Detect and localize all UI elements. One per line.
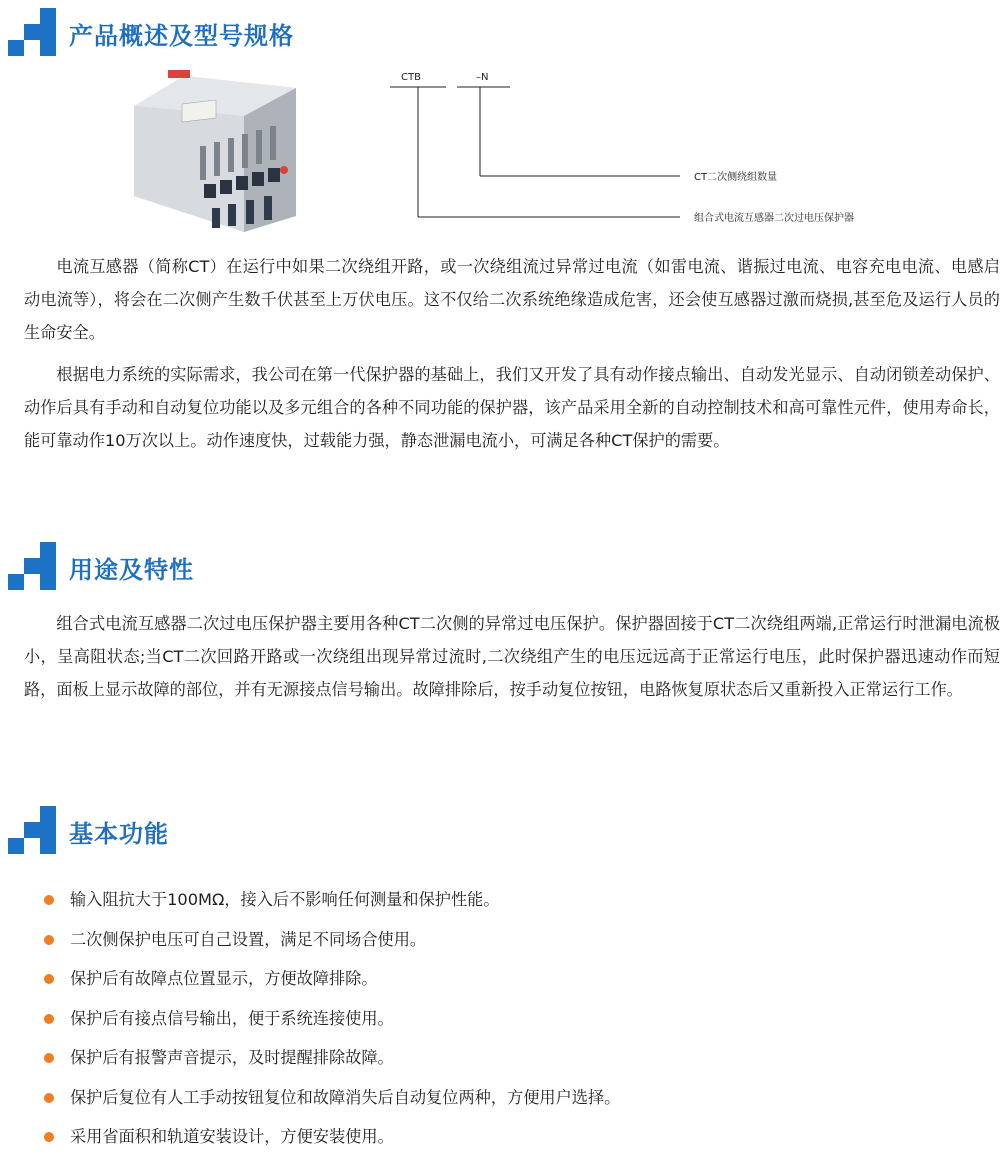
bullet-dot-icon bbox=[44, 895, 54, 905]
feature-text: 输入阻抗大于100MΩ，接入后不影响任何测量和保护性能。 bbox=[70, 890, 500, 909]
list-item bbox=[44, 1080, 984, 1120]
bullet-dot-icon bbox=[44, 1132, 54, 1142]
list-item bbox=[44, 1001, 984, 1041]
section-header-functions bbox=[0, 806, 600, 856]
bullet-dot-icon bbox=[44, 935, 54, 945]
bullet-dot-icon bbox=[44, 974, 54, 984]
feature-text: 保护后复位有人工手动按钮复位和故障消失后自动复位两种，方便用户选择。 bbox=[70, 1087, 621, 1107]
square-logo-icon bbox=[8, 8, 56, 56]
list-item bbox=[44, 1040, 984, 1080]
list-item bbox=[44, 882, 984, 922]
usage-paragraph: 组合式电流互感器二次过电压保护器主要用各种CT二次侧的异常过电压保护。保护器固接于CT二次绕组两端,正常运行时泄漏电流极小，呈高阻状态;当CT二次回路开路或一次绕组出现异常过流时,二次绕组产生的电压远远高于正常运行电压，此时保护器迅速动作而短路，面板上显示故障的部位，并有无源接点信号输出。故障排除后，按手动复位按钮，电路恢复原状态后又重新投入正常运行工作。 bbox=[24, 614, 1000, 699]
model-code-suffix: –N bbox=[476, 72, 489, 83]
bullet-dot-icon bbox=[44, 1053, 54, 1063]
bullet-dot-icon bbox=[44, 1014, 54, 1024]
feature-text: 保护后有接点信号输出，便于系统连接使用。 bbox=[70, 1008, 394, 1028]
section-header-usage bbox=[0, 542, 600, 592]
overview-paragraph-2: 根据电力系统的实际需求，我公司在第一代保护器的基础上，我们又开发了具有动作接点输出、自动发光显示、自动闭锁差动保护、动作后具有手动和自动复位功能以及多元组合的各种不同功能的保护器，该产品采用全新的自动控制技术和高可靠性元件，使用寿命长，能可靠动作10万次以上。动作速度快，过载能力强，静态泄漏电流小，可满足各种CT保护的需要。 bbox=[24, 365, 1000, 450]
model-desc-winding-count: CT二次侧绕组数量 bbox=[694, 172, 778, 183]
feature-list bbox=[44, 882, 984, 1159]
section-title: 基本功能 bbox=[69, 820, 169, 848]
section-title: 产品概述及型号规格 bbox=[69, 22, 294, 50]
model-code-diagram bbox=[380, 60, 940, 240]
feature-text: 二次侧保护电压可自己设置，满足不同场合使用。 bbox=[70, 929, 427, 949]
model-code-main: CTB bbox=[401, 72, 421, 83]
list-item bbox=[44, 1119, 984, 1159]
square-logo-icon bbox=[8, 806, 56, 854]
product-device-image bbox=[124, 66, 306, 234]
feature-text: 保护后有故障点位置显示，方便故障排除。 bbox=[70, 969, 378, 988]
section-header-overview bbox=[0, 8, 600, 58]
feature-text: 采用省面积和轨道安装设计，方便安装使用。 bbox=[70, 1127, 394, 1146]
list-item bbox=[44, 922, 984, 962]
overview-paragraph-1: 电流互感器（简称CT）在运行中如果二次绕组开路，或一次绕组流过异常过电流（如雷电流、谐振过电流、电容充电电流、电感启动电流等），将会在二次侧产生数千伏甚至上万伏电压。这不仅给二次系统绝缘造成危害，还会使互感器过激而烧损,甚至危及运行人员的生命安全。 bbox=[24, 257, 1000, 342]
list-item bbox=[44, 961, 984, 1001]
feature-text: 保护后有报警声音提示，及时提醒排除故障。 bbox=[70, 1048, 394, 1067]
section-title: 用途及特性 bbox=[69, 556, 194, 584]
model-desc-product-name: 组合式电流互感器二次过电压保护器 bbox=[694, 213, 854, 224]
square-logo-icon bbox=[8, 542, 56, 590]
bullet-dot-icon bbox=[44, 1093, 54, 1103]
